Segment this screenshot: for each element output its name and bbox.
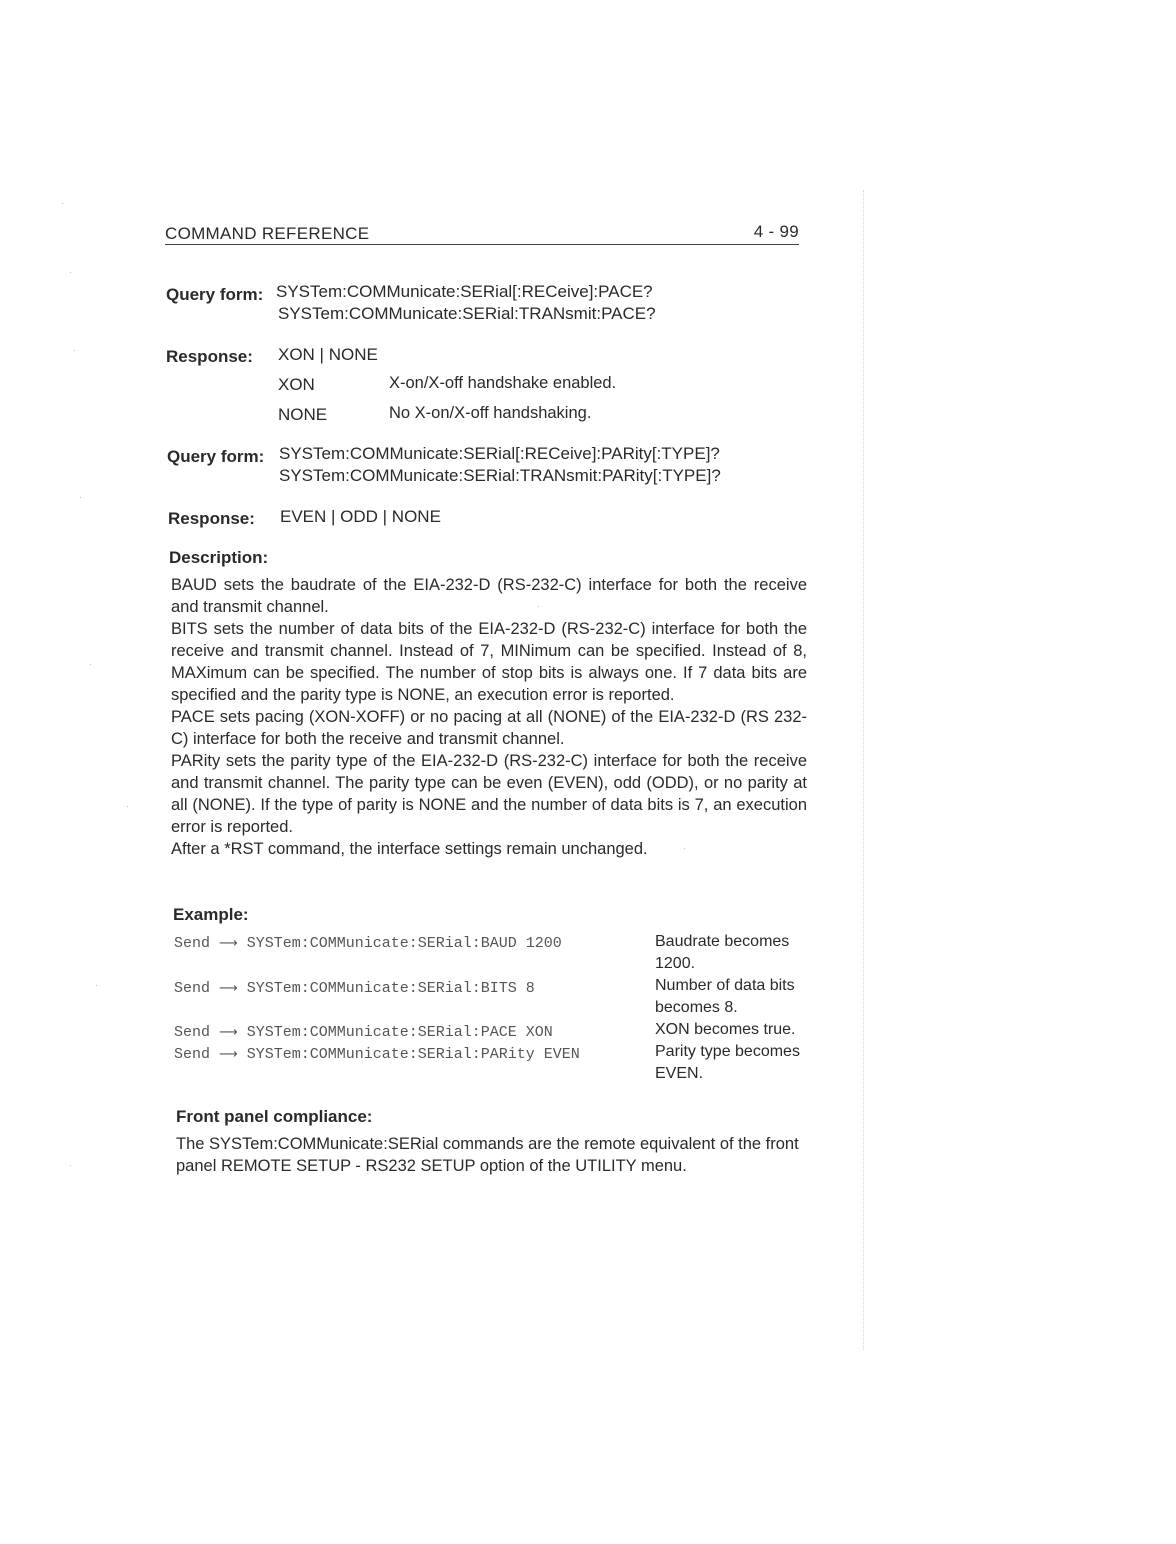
scan-speck: [80, 497, 81, 498]
query-form-line: SYSTem:COMMunicate:SERial[:RECeive]:PACE?: [276, 282, 653, 301]
query-form-label: Query form:: [166, 285, 264, 304]
scan-speck: [127, 806, 128, 807]
description-body: [171, 574, 807, 860]
response-option-key: NONE: [278, 405, 328, 424]
example-command: SYSTem:COMMunicate:SERial:PACE XON: [246, 1024, 553, 1041]
example-heading: Example:: [173, 905, 249, 924]
example-result: Parity type becomes EVEN.: [655, 1043, 800, 1082]
description-paragraph: PACE sets pacing (XON-XOFF) or no pacing at all (NONE) of the EIA-232-D (RS 232-C) interface for both the receive and transmit channel.: [171, 708, 807, 748]
send-label: Send: [174, 1024, 211, 1041]
example-command: SYSTem:COMMunicate:SERial:BITS 8: [246, 980, 535, 997]
query-form-line: SYSTem:COMMunicate:SERial[:RECeive]:PARity[:TYPE]?: [279, 444, 720, 463]
example-result: XON becomes true.: [655, 1021, 796, 1038]
description-heading: Description:: [169, 548, 269, 567]
scan-speck: [62, 203, 63, 204]
arrow-icon: ⟶: [219, 1047, 238, 1062]
arrow-icon: ⟶: [219, 981, 238, 996]
scan-speck: [538, 606, 539, 607]
response-option-desc: X-on/X-off handshake enabled.: [389, 374, 617, 392]
response-option-key: XON: [278, 375, 315, 394]
response-label: Response:: [166, 347, 253, 366]
response-value: EVEN | ODD | NONE: [280, 507, 441, 526]
response-option-desc: No X-on/X-off handshaking.: [389, 404, 592, 422]
query-form-line: SYSTem:COMMunicate:SERial:TRANsmit:PARity[:TYPE]?: [279, 466, 721, 485]
scan-speck: [70, 1165, 71, 1166]
send-label: Send: [174, 1046, 211, 1063]
example-result: Number of data bits becomes 8.: [655, 977, 795, 1016]
page-header: [165, 222, 799, 245]
example-command-row: [174, 935, 562, 952]
description-paragraph: BAUD sets the baudrate of the EIA-232-D (RS-232-C) interface for both the receive and transmit channel.: [171, 576, 807, 616]
send-label: Send: [174, 980, 211, 997]
page-number: 4 - 99: [753, 222, 799, 241]
example-command-row: [174, 1046, 580, 1063]
scan-edge: [863, 190, 864, 1350]
scan-speck: [70, 272, 71, 273]
response-value: XON | NONE: [278, 345, 378, 364]
arrow-icon: ⟶: [219, 1025, 238, 1040]
response-label: Response:: [168, 509, 255, 528]
query-form-label: Query form:: [167, 447, 265, 466]
example-command: SYSTem:COMMunicate:SERial:BAUD 1200: [246, 935, 562, 952]
query-form-line: SYSTem:COMMunicate:SERial:TRANsmit:PACE?: [278, 304, 656, 323]
front-panel-text: The SYSTem:COMMunicate:SERial commands are the remote equivalent of the front panel REMOTE SETUP - RS232 SETUP option of the UTILITY menu.: [176, 1135, 799, 1175]
example-command-row: [174, 1024, 553, 1041]
description-paragraph: BITS sets the number of data bits of the EIA-232-D (RS-232-C) interface for both the receive and transmit channel. Instead of 7, MINimum can be specified. Instead of 8, MAXimum can be specified. The number of stop bits is always one. If 7 data bits are specified and the parity type is NONE, an execution error is reported.: [171, 620, 807, 704]
section-title: COMMAND REFERENCE: [165, 224, 370, 243]
front-panel-heading: Front panel compliance:: [176, 1107, 373, 1126]
send-label: Send: [174, 935, 211, 952]
arrow-icon: ⟶: [219, 936, 238, 951]
scan-speck: [96, 985, 97, 986]
scan-speck: [90, 664, 91, 665]
scan-speck: [684, 848, 685, 849]
scan-speck: [74, 350, 75, 351]
example-result: Baudrate becomes 1200.: [655, 933, 790, 972]
description-paragraph: After a *RST command, the interface settings remain unchanged.: [171, 840, 648, 858]
example-command: SYSTem:COMMunicate:SERial:PARity EVEN: [246, 1046, 580, 1063]
example-command-row: [174, 980, 535, 997]
description-paragraph: PARity sets the parity type of the EIA-232-D (RS-232-C) interface for both the receive and transmit channel. The parity type can be even (EVEN), odd (ODD), or no parity at all (NONE). If the type of parity is NONE and the number of data bits is 7, an execution error is reported.: [171, 752, 807, 836]
